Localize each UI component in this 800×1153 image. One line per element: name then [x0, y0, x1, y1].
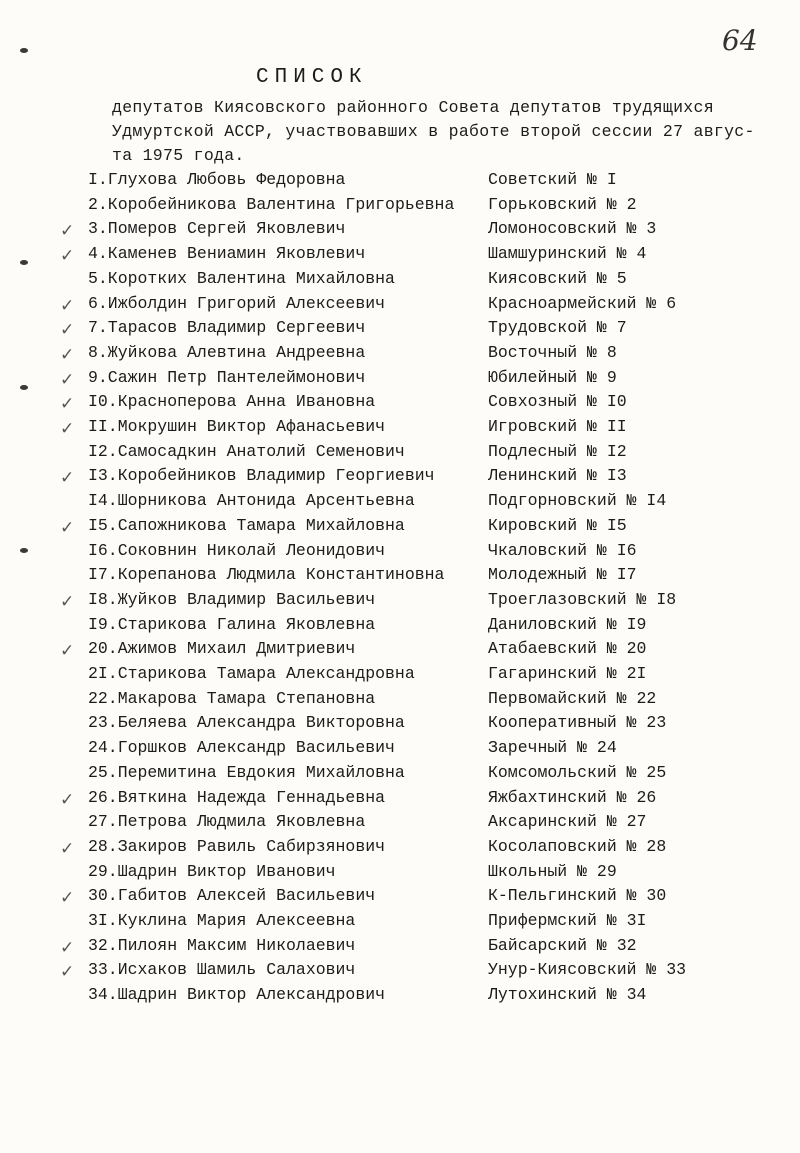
electoral-district: Первомайский № 22 [488, 688, 657, 708]
electoral-district: Восточный № 8 [488, 342, 617, 362]
electoral-district: Шамшуринский № 4 [488, 244, 647, 264]
deputy-number: 24. [88, 738, 118, 758]
electoral-district: Лутохинский № 34 [488, 985, 647, 1005]
handwritten-check-mark-icon: ✓ [60, 320, 75, 341]
deputy-name: Сажин Петр Пантелеймонович [107, 367, 366, 387]
deputy-name: Куклина Мария Алексеевна [117, 911, 356, 930]
deputy-row [0, 788, 800, 812]
handwritten-check-mark-icon: ✓ [60, 888, 75, 909]
deputy-row [0, 219, 800, 243]
deputy-row [0, 738, 800, 762]
handwritten-check-mark-icon: ✓ [60, 937, 75, 958]
deputy-row [0, 713, 800, 737]
deputy-name: Коробейникова Валентина Григорьевна [107, 194, 455, 214]
handwritten-check-mark-icon: ✓ [60, 369, 75, 390]
electoral-district: К-Пельгинский № 30 [488, 886, 667, 906]
handwritten-check-mark-icon: ✓ [60, 962, 75, 983]
deputy-row [0, 294, 800, 318]
deputy-row [0, 862, 800, 886]
deputy-name: Тарасов Владимир Сергеевич [107, 318, 366, 338]
deputy-name: Жуйков Владимир Васильевич [117, 589, 376, 609]
deputy-number: 20. [88, 639, 118, 659]
deputy-number: 2I. [88, 664, 118, 683]
deputy-row [0, 417, 800, 441]
deputy-name: Габитов Алексей Васильевич [117, 886, 376, 906]
deputy-name: Коробейников Владимир Георгиевич [117, 466, 435, 486]
deputy-row [0, 763, 800, 787]
deputy-number: I5. [88, 515, 118, 535]
deputy-row [0, 886, 800, 910]
electoral-district: Заречный № 24 [488, 738, 617, 758]
deputy-name: Макарова Тамара Степановна [117, 688, 376, 708]
deputy-name: Сапожникова Тамара Михайловна [117, 515, 405, 535]
deputy-number: 22. [88, 688, 118, 708]
document-subtitle [112, 96, 755, 168]
handwritten-check-mark-icon: ✓ [60, 246, 75, 267]
handwritten-check-mark-icon: ✓ [60, 517, 75, 538]
deputy-number: 32. [88, 935, 118, 955]
deputy-number: 23. [88, 713, 118, 733]
deputy-row [0, 516, 800, 540]
deputy-number: 4. [88, 244, 108, 264]
deputy-number: I3. [88, 466, 118, 486]
deputy-number: 26. [88, 787, 118, 807]
deputy-row [0, 491, 800, 515]
electoral-district: Гагаринский № 2I [488, 664, 647, 683]
deputy-name: Ажимов Михаил Дмитриевич [117, 639, 356, 659]
deputy-number: I6. [88, 540, 118, 560]
deputy-row [0, 195, 800, 219]
deputy-number: I7. [88, 565, 118, 585]
electoral-district: Аксаринский № 27 [488, 812, 647, 832]
deputy-number: 7. [88, 318, 108, 338]
electoral-district: Ломоносовский № 3 [488, 219, 657, 239]
deputy-name: Мокрушин Виктор Афанасьевич [117, 417, 386, 436]
electoral-district: Подлесный № I2 [488, 441, 627, 461]
handwritten-check-mark-icon: ✓ [60, 838, 75, 859]
deputy-name: Ижболдин Григорий Алексеевич [107, 293, 386, 313]
deputy-row [0, 960, 800, 984]
deputy-number: I. [88, 170, 108, 189]
electoral-district: Подгорновский № I4 [488, 491, 667, 511]
deputy-row [0, 812, 800, 836]
deputy-number: 9. [88, 367, 108, 387]
deputy-number: 28. [88, 836, 118, 856]
deputy-row [0, 565, 800, 589]
electoral-district: Школьный № 29 [488, 861, 617, 881]
page-number: 64 [722, 24, 758, 57]
electoral-district: Комсомольский № 25 [488, 762, 667, 782]
electoral-district: Чкаловский № I6 [488, 540, 637, 560]
deputy-row [0, 466, 800, 490]
electoral-district: Советский № I [488, 170, 617, 189]
deputy-row [0, 541, 800, 565]
electoral-district: Красноармейский № 6 [488, 293, 677, 313]
electoral-district: Унур-Киясовский № 33 [488, 960, 687, 980]
deputy-number: 3. [88, 219, 108, 239]
electoral-district: Прифермский № 3I [488, 911, 647, 930]
deputy-row [0, 664, 800, 688]
deputy-name: Вяткина Надежда Геннадьевна [117, 787, 386, 807]
deputy-name: Корепанова Людмила Константиновна [117, 565, 445, 585]
electoral-district: Кооперативный № 23 [488, 713, 667, 733]
deputy-row [0, 343, 800, 367]
deputy-number: I9. [88, 614, 118, 634]
deputy-number: 8. [88, 342, 108, 362]
electoral-district: Кировский № I5 [488, 515, 627, 535]
deputy-name: Петрова Людмила Яковлевна [117, 812, 366, 832]
deputy-name: Красноперова Анна Ивановна [117, 392, 376, 412]
deputy-number: 5. [88, 268, 108, 288]
handwritten-check-mark-icon: ✓ [60, 221, 75, 242]
electoral-district: Киясовский № 5 [488, 268, 627, 288]
electoral-district: Троеглазовский № I8 [488, 589, 677, 609]
deputy-name: Каменев Вениамин Яковлевич [107, 244, 366, 264]
deputy-name: Старикова Галина Яковлевна [117, 614, 376, 634]
subtitle-line: депутатов Киясовского районного Совета депутатов трудящихся [112, 98, 714, 117]
deputy-name: Соковнин Николай Леонидович [117, 540, 386, 560]
document-title: СПИСОК [256, 66, 368, 89]
deputy-name: Жуйкова Алевтина Андреевна [107, 342, 366, 362]
binding-hole-mark [20, 48, 28, 53]
subtitle-line: Удмуртской АССР, участвовавших в работе второй сессии 27 авгус- [112, 122, 755, 141]
electoral-district: Игровский № II [488, 417, 627, 436]
deputy-name: Шадрин Виктор Александрович [117, 985, 386, 1005]
handwritten-check-mark-icon: ✓ [60, 344, 75, 365]
electoral-district: Совхозный № I0 [488, 392, 627, 412]
handwritten-check-mark-icon: ✓ [60, 419, 75, 439]
deputy-row [0, 442, 800, 466]
deputy-row [0, 985, 800, 1009]
deputy-number: I0. [88, 392, 118, 412]
electoral-district: Ленинский № I3 [488, 466, 627, 486]
deputy-row [0, 936, 800, 960]
deputy-row [0, 170, 800, 194]
deputy-row [0, 269, 800, 293]
deputy-name: Закиров Равиль Сабирзянович [117, 836, 386, 856]
deputy-name: Шадрин Виктор Иванович [117, 861, 336, 881]
deputy-row [0, 689, 800, 713]
deputy-number: 25. [88, 762, 118, 782]
electoral-district: Горьковский № 2 [488, 194, 637, 214]
handwritten-check-mark-icon: ✓ [60, 468, 75, 489]
deputy-name: Перемитина Евдокия Михайловна [117, 762, 405, 782]
deputy-row [0, 392, 800, 416]
subtitle-line: та 1975 года. [112, 146, 245, 165]
electoral-district: Косолаповский № 28 [488, 836, 667, 856]
deputy-number: 27. [88, 812, 118, 832]
deputy-row [0, 368, 800, 392]
deputy-name: Коротких Валентина Михайловна [107, 268, 395, 288]
deputy-number: 3I. [88, 911, 118, 930]
electoral-district: Юбилейный № 9 [488, 367, 617, 387]
handwritten-check-mark-icon: ✓ [60, 789, 75, 810]
deputy-name: Самосадкин Анатолий Семенович [117, 441, 405, 461]
deputy-number: 34. [88, 985, 118, 1005]
electoral-district: Атабаевский № 20 [488, 639, 647, 659]
electoral-district: Молодежный № I7 [488, 565, 637, 585]
deputy-name: Шорникова Антонида Арсентьевна [117, 491, 415, 511]
deputy-number: I4. [88, 491, 118, 511]
handwritten-check-mark-icon: ✓ [60, 394, 75, 415]
electoral-district: Трудовской № 7 [488, 318, 627, 338]
handwritten-check-mark-icon: ✓ [60, 641, 75, 662]
deputy-name: Старикова Тамара Александровна [117, 664, 415, 683]
deputy-number: 29. [88, 861, 118, 881]
electoral-district: Байсарский № 32 [488, 935, 637, 955]
deputy-number: I2. [88, 441, 118, 461]
deputy-row [0, 590, 800, 614]
deputy-row [0, 244, 800, 268]
deputy-row [0, 911, 800, 935]
deputy-number: 6. [88, 293, 108, 313]
deputy-number: 2. [88, 194, 108, 214]
electoral-district: Яжбахтинский № 26 [488, 787, 657, 807]
deputy-row [0, 837, 800, 861]
electoral-district: Даниловский № I9 [488, 614, 647, 634]
deputy-row [0, 318, 800, 342]
deputy-row [0, 615, 800, 639]
deputy-name: Померов Сергей Яковлевич [107, 219, 346, 239]
handwritten-check-mark-icon: ✓ [60, 591, 75, 612]
deputy-name: Горшков Александр Васильевич [117, 738, 395, 758]
deputy-number: 33. [88, 960, 118, 980]
deputy-name: Исхаков Шамиль Салахович [117, 960, 356, 980]
deputy-number: II. [88, 417, 118, 436]
deputy-name: Глухова Любовь Федоровна [107, 170, 346, 189]
deputy-row [0, 639, 800, 663]
deputy-name: Беляева Александра Викторовна [117, 713, 405, 733]
deputy-name: Пилоян Максим Николаевич [117, 935, 356, 955]
deputy-number: 30. [88, 886, 118, 906]
handwritten-check-mark-icon: ✓ [60, 295, 75, 316]
deputy-number: I8. [88, 589, 118, 609]
